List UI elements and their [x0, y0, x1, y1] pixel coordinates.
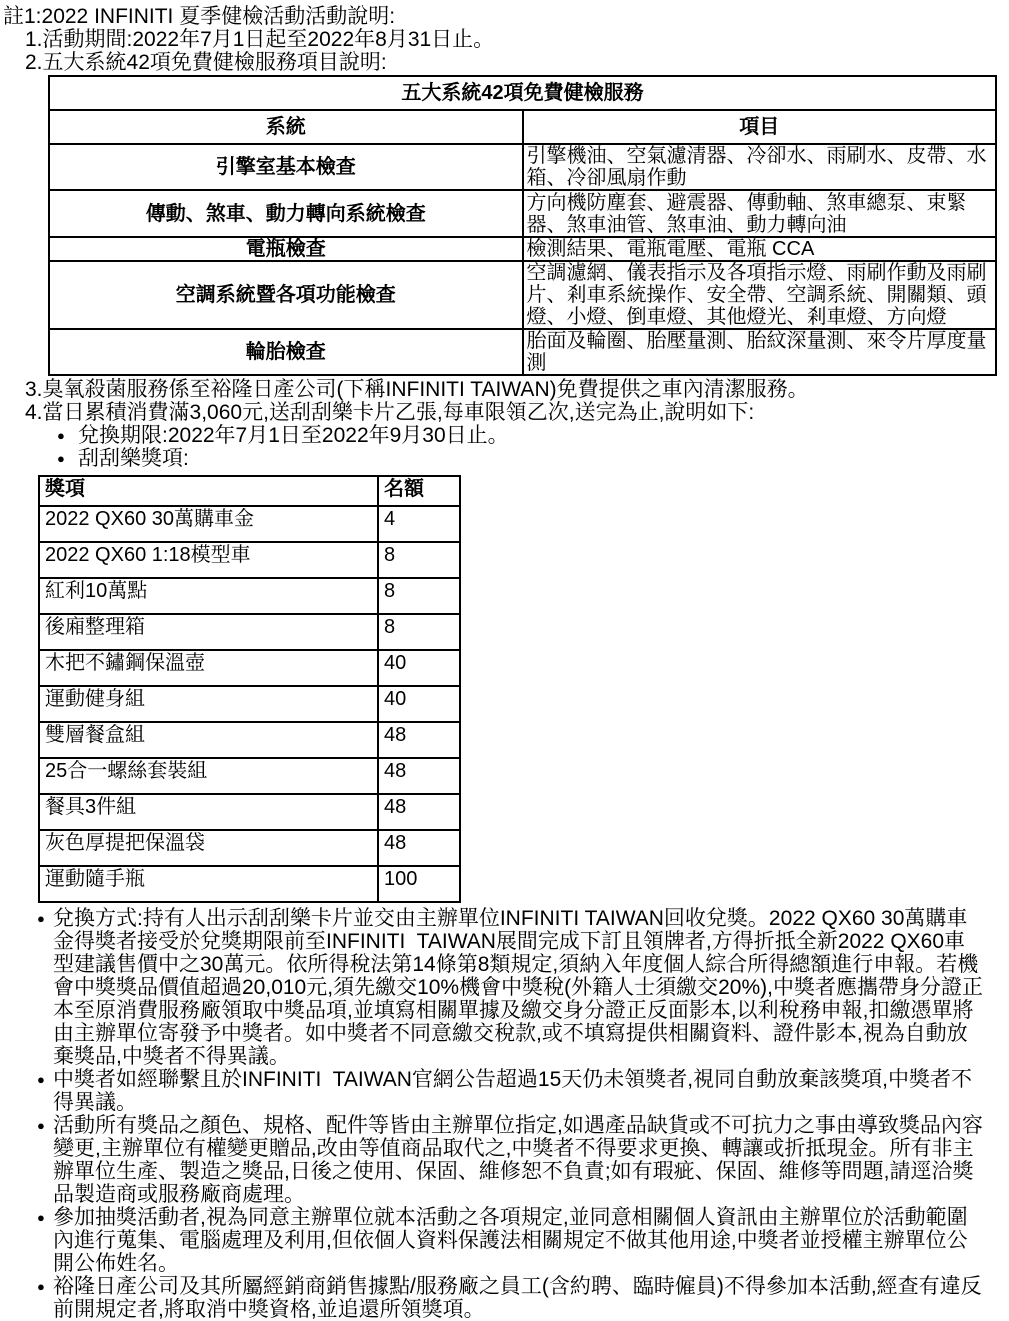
- prize-quota-cell: 8: [378, 578, 460, 614]
- terms-text: 參加抽獎活動者,視為同意主辦單位就本活動之各項規定,並同意相關個人資訊由主辦單位於活動範圍內進行蒐集、電腦處理及利用,但依個人資料保護法相關規定不做其他用途,中獎者並授權主辦單位公開公佈姓名。: [53, 1206, 968, 1275]
- terms-item-employee-exclusion: [37, 1275, 985, 1321]
- prize-name-cell: 後廂整理箱: [39, 614, 378, 650]
- service-table-title-row: [49, 76, 996, 110]
- prize-table-header-row: [39, 476, 460, 506]
- prize-quota-cell: 8: [378, 614, 460, 650]
- prize-name-cell: 25合一螺絲套裝組: [39, 758, 378, 794]
- numbered-item-2: 2.五大系統42項免費健檢服務項目說明:: [25, 51, 387, 74]
- items-cell: 方向機防塵套、避震器、傳動軸、煞車總泵、束緊器、煞車油管、煞車油、動力轉向油: [523, 190, 997, 237]
- terms-text: 中獎者如經聯繫且於INFINITI TAIWAN官網公告超過15天仍未領獎者,視同自動放棄該獎項,中獎者不得異議。: [53, 1068, 972, 1114]
- bullet-icon: ●: [37, 911, 45, 926]
- service-table-header-row: [49, 110, 996, 144]
- terms-item-redeem-method: [37, 907, 985, 1068]
- terms-item-unclaimed-prize: [37, 1068, 985, 1114]
- bullet-icon: ●: [57, 428, 65, 443]
- items-cell: 胎面及輪圈、胎壓量測、胎紋深量測、來令片厚度量測: [523, 329, 997, 375]
- bullet-icon: ●: [37, 1210, 45, 1225]
- items-cell: 檢測結果、電瓶電壓、電瓶 CCA: [523, 237, 997, 261]
- terms-text: 活動所有獎品之顏色、規格、配件等皆由主辦單位指定,如遇產品缺貨或不可抗力之事由導致獎品內容變更,主辦單位有權變更贈品,改由等值商品取代之,中獎者不得要求更換、轉讓或折抵現金。所有非主辦單位生產、製造之獎品,日後之使用、保固、維修恕不負責;如有瑕疵、保固、維修等問題,請逕洽獎品製造商或服務廠商處理。: [53, 1114, 983, 1206]
- prize-name-cell: 2022 QX60 30萬購車金: [39, 506, 378, 542]
- prize-table: [38, 475, 461, 903]
- system-cell: 空調系統暨各項功能檢查: [49, 261, 523, 329]
- prize-name-cell: 雙層餐盒組: [39, 722, 378, 758]
- prize-name-cell: 運動隨手瓶: [39, 866, 378, 902]
- service-header-items: 項目: [523, 110, 997, 144]
- prize-table-row: [39, 794, 460, 830]
- items-cell: 引擎機油、空氣濾清器、冷卻水、雨刷水、皮帶、水箱、冷卻風扇作動: [523, 144, 997, 190]
- service-table-row: [49, 329, 996, 375]
- numbered-item-1: 1.活動期間:2022年7月1日起至2022年8月31日止。: [25, 28, 495, 51]
- prize-table-row: [39, 650, 460, 686]
- prize-name-cell: 2022 QX60 1:18模型車: [39, 542, 378, 578]
- service-table-row: [49, 190, 996, 237]
- bullet-icon: ●: [37, 1072, 45, 1087]
- prize-header-name: 獎項: [39, 476, 378, 506]
- terms-text: 裕隆日產公司及其所屬經銷商銷售據點/服務廠之員工(含約聘、臨時僱員)不得參加本活動,經查有違反前開規定者,將取消中獎資格,並追還所領獎項。: [53, 1275, 982, 1321]
- prize-quota-cell: 48: [378, 722, 460, 758]
- prize-table-row: [39, 614, 460, 650]
- prize-name-cell: 紅利10萬點: [39, 578, 378, 614]
- prize-quota-cell: 48: [378, 830, 460, 866]
- prize-quota-cell: 8: [378, 542, 460, 578]
- terms-item-prize-spec: [37, 1114, 985, 1206]
- service-table-row: [49, 237, 996, 261]
- prize-quota-cell: 4: [378, 506, 460, 542]
- bullet-icon: ●: [37, 1118, 45, 1133]
- service-table: [48, 75, 997, 376]
- prize-table-row: [39, 542, 460, 578]
- terms-text: 兌換方式:持有人出示刮刮樂卡片並交由主辦單位INFINITI TAIWAN回收兌獎。2022 QX60 30萬購車金得獎者接受於兌獎期限前至INFINITI TAIWAN展間完成下訂且領牌者,方得折抵全新2022 QX60車型建議售價中之30萬元。依所得稅法第14條第8類規定,須納入年度個人綜合所得總額進行申報。若機會中獎獎品價值超過20,010元,須先繳交10%機會中獎稅(外籍人士須繳交20%),中獎者應攜帶身分證正本至原消費服務廠領取中獎品項,並填寫相關單據及繳交身分證正反面影本,以利稅務申報,扣繳憑單將由主辦單位寄發予中獎者。如中獎者不同意繳交稅款,或不填寫提供相關資料、證件影本,視為自動放棄獎品,中獎者不得異議。: [53, 907, 983, 1068]
- sub-bullet-text: 刮刮樂獎項:: [78, 447, 189, 470]
- prize-table-row: [39, 866, 460, 902]
- prize-quota-cell: 40: [378, 686, 460, 722]
- prize-table-row: [39, 578, 460, 614]
- prize-header-quota: 名額: [378, 476, 460, 506]
- prize-table-row: [39, 830, 460, 866]
- terms-item-personal-data: [37, 1206, 985, 1275]
- system-cell: 傳動、煞車、動力轉向系統檢查: [49, 190, 523, 237]
- prize-name-cell: 木把不鏽鋼保溫壺: [39, 650, 378, 686]
- sub-bullet-prize-list: [57, 447, 1009, 470]
- prize-quota-cell: 48: [378, 794, 460, 830]
- prize-name-cell: 灰色厚提把保溫袋: [39, 830, 378, 866]
- bullet-icon: ●: [37, 1279, 45, 1294]
- prize-name-cell: 運動健身組: [39, 686, 378, 722]
- service-table-title: 五大系統42項免費健檢服務: [49, 76, 996, 110]
- numbered-item-4: 4.當日累積消費滿3,060元,送刮刮樂卡片乙張,每車限領乙次,送完為止,說明如下:: [25, 401, 755, 424]
- system-cell: 引擎室基本檢查: [49, 144, 523, 190]
- note-title: 註1:2022 INFINITI 夏季健檢活動活動說明:: [3, 5, 396, 28]
- prize-table-row: [39, 722, 460, 758]
- sub-bullet-text: 兌換期限:2022年7月1日至2022年9月30日止。: [78, 424, 509, 447]
- service-header-system: 系統: [49, 110, 523, 144]
- system-cell: 輪胎檢查: [49, 329, 523, 375]
- service-table-row: [49, 144, 996, 190]
- prize-name-cell: 餐具3件組: [39, 794, 378, 830]
- prize-table-row: [39, 686, 460, 722]
- system-cell: 電瓶檢查: [49, 237, 523, 261]
- prize-quota-cell: 100: [378, 866, 460, 902]
- prize-quota-cell: 48: [378, 758, 460, 794]
- service-table-row: [49, 261, 996, 329]
- numbered-item-3: 3.臭氧殺菌服務係至裕隆日產公司(下稱INFINITI TAIWAN)免費提供之車內清潔服務。: [25, 378, 809, 401]
- items-cell: 空調濾網、儀表指示及各項指示燈、雨刷作動及雨刷片、剎車系統操作、安全帶、空調系統、開關類、頭燈、小燈、倒車燈、其他燈光、剎車燈、方向燈: [523, 261, 997, 329]
- bullet-icon: ●: [57, 451, 65, 466]
- sub-bullet-redeem-deadline: [57, 424, 1009, 447]
- prize-quota-cell: 40: [378, 650, 460, 686]
- prize-table-row: [39, 506, 460, 542]
- terms-list: [37, 907, 1009, 1321]
- prize-table-row: [39, 758, 460, 794]
